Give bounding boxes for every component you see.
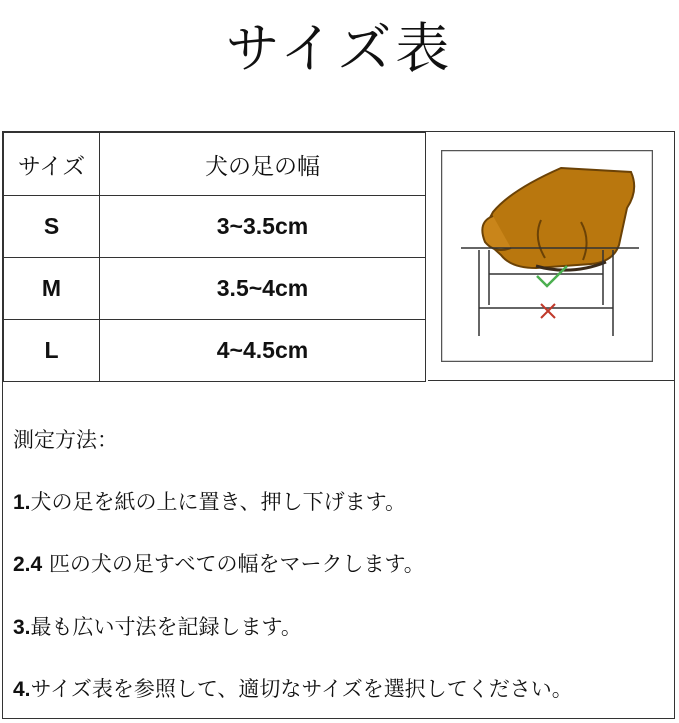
width-cell: 3.5~4cm xyxy=(100,258,426,320)
size-cell: L xyxy=(4,320,100,382)
table-header-row xyxy=(4,133,426,196)
size-cell: S xyxy=(4,196,100,258)
step-number: 1. xyxy=(13,491,31,514)
method-step-2 xyxy=(13,548,425,578)
method-step-1 xyxy=(13,486,406,516)
header-width: 犬の足の幅 xyxy=(100,133,426,196)
header-size: サイズ xyxy=(4,133,100,196)
table-row xyxy=(4,320,426,382)
width-cell: 3~3.5cm xyxy=(100,196,426,258)
page-title: サイズ表 xyxy=(225,17,454,80)
size-chart-frame xyxy=(2,131,675,719)
method-heading: 測定方法： xyxy=(13,428,118,452)
step-text: サイズ表を参照して、適切なサイズを選択してください。 xyxy=(30,677,573,701)
step-text: 犬の足を紙の上に置き、押し下げます。 xyxy=(30,490,406,514)
measurement-illustration-box xyxy=(428,132,674,381)
step-text: 匹の犬の足すべての幅をマークします。 xyxy=(42,552,425,576)
width-cell: 4~4.5cm xyxy=(100,320,426,382)
step-number: 4. xyxy=(13,678,31,701)
method-step-4 xyxy=(13,673,573,703)
size-table xyxy=(3,132,426,382)
step-number: 3. xyxy=(13,616,31,639)
table-row xyxy=(4,258,426,320)
step-text: 最も広い寸法を記録します。 xyxy=(30,615,302,639)
measurement-illustration xyxy=(441,150,653,362)
table-row xyxy=(4,196,426,258)
step-number: 2.4 xyxy=(13,553,43,576)
size-cell: M xyxy=(4,258,100,320)
method-step-3 xyxy=(13,611,302,641)
